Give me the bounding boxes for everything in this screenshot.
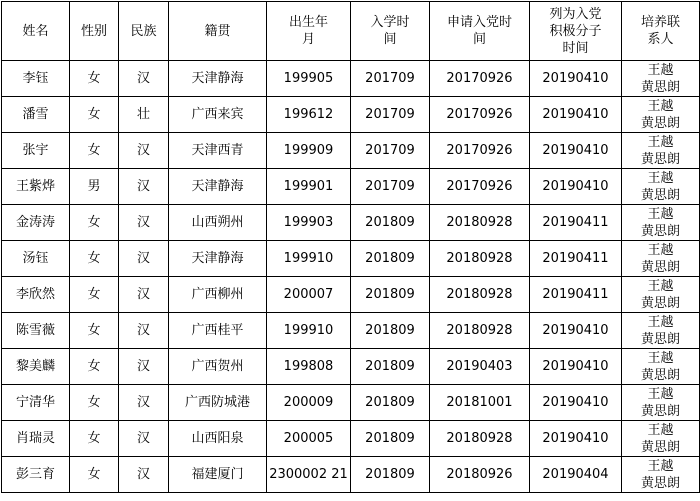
cell-contact: 王越 黄思朗 — [622, 61, 700, 97]
cell-origin: 广西来宾 — [169, 97, 267, 133]
cell-origin: 广西防城港 — [169, 385, 267, 421]
header-ethnicity: 民族 — [119, 2, 169, 61]
cell-contact: 王越 黄思朗 — [622, 169, 700, 205]
cell-birth: 199910 — [267, 313, 351, 349]
cell-gender: 女 — [70, 205, 119, 241]
header-enroll: 入学时 间 — [351, 2, 430, 61]
cell-apply: 20180928 — [430, 205, 530, 241]
cell-activist: 20190411 — [530, 277, 622, 313]
cell-name: 王紫烨 — [2, 169, 70, 205]
cell-enroll: 201709 — [351, 61, 430, 97]
cell-activist: 20190410 — [530, 169, 622, 205]
cell-gender: 女 — [70, 421, 119, 457]
cell-birth: 199612 — [267, 97, 351, 133]
cell-apply: 20190403 — [430, 349, 530, 385]
table-row — [2, 457, 700, 493]
table-row — [2, 349, 700, 385]
header-apply: 申请入党时 间 — [430, 2, 530, 61]
cell-enroll: 201809 — [351, 313, 430, 349]
cell-name: 彭三育 — [2, 457, 70, 493]
cell-birth: 199905 — [267, 61, 351, 97]
cell-birth: 2300002 21 — [267, 457, 351, 493]
cell-gender: 女 — [70, 313, 119, 349]
cell-origin: 广西贺州 — [169, 349, 267, 385]
table-row — [2, 241, 700, 277]
cell-name: 李欣然 — [2, 277, 70, 313]
cell-contact: 王越 黄思朗 — [622, 457, 700, 493]
cell-gender: 女 — [70, 349, 119, 385]
cell-origin: 天津西青 — [169, 133, 267, 169]
cell-contact: 王越 黄思朗 — [622, 277, 700, 313]
cell-activist: 20190411 — [530, 241, 622, 277]
cell-birth: 199910 — [267, 241, 351, 277]
cell-gender: 女 — [70, 97, 119, 133]
cell-name: 张宇 — [2, 133, 70, 169]
cell-apply: 20170926 — [430, 133, 530, 169]
cell-origin: 山西阳泉 — [169, 421, 267, 457]
cell-ethnicity: 汉 — [119, 421, 169, 457]
cell-name: 肖瑞灵 — [2, 421, 70, 457]
cell-birth: 199903 — [267, 205, 351, 241]
cell-ethnicity: 汉 — [119, 277, 169, 313]
cell-gender: 男 — [70, 169, 119, 205]
cell-ethnicity: 汉 — [119, 385, 169, 421]
cell-enroll: 201809 — [351, 205, 430, 241]
cell-ethnicity: 汉 — [119, 205, 169, 241]
cell-apply: 20180928 — [430, 313, 530, 349]
cell-origin: 广西桂平 — [169, 313, 267, 349]
cell-name: 汤钰 — [2, 241, 70, 277]
cell-activist: 20190410 — [530, 421, 622, 457]
header-gender: 性别 — [70, 2, 119, 61]
cell-origin: 天津静海 — [169, 169, 267, 205]
cell-apply: 20170926 — [430, 61, 530, 97]
cell-activist: 20190411 — [530, 205, 622, 241]
cell-enroll: 201809 — [351, 421, 430, 457]
cell-contact: 王越 黄思朗 — [622, 97, 700, 133]
cell-activist: 20190410 — [530, 349, 622, 385]
cell-activist: 20190404 — [530, 457, 622, 493]
cell-ethnicity: 壮 — [119, 97, 169, 133]
cell-birth: 199901 — [267, 169, 351, 205]
cell-contact: 王越 黄思朗 — [622, 241, 700, 277]
cell-contact: 王越 黄思朗 — [622, 205, 700, 241]
cell-name: 潘雪 — [2, 97, 70, 133]
table-body — [2, 61, 700, 493]
table-row — [2, 133, 700, 169]
cell-origin: 福建厦门 — [169, 457, 267, 493]
cell-gender: 女 — [70, 61, 119, 97]
cell-enroll: 201809 — [351, 457, 430, 493]
cell-contact: 王越 黄思朗 — [622, 385, 700, 421]
roster-table — [1, 1, 700, 493]
cell-ethnicity: 汉 — [119, 457, 169, 493]
header-origin: 籍贯 — [169, 2, 267, 61]
cell-ethnicity: 汉 — [119, 133, 169, 169]
table-row — [2, 97, 700, 133]
cell-origin: 天津静海 — [169, 61, 267, 97]
cell-contact: 王越 黄思朗 — [622, 133, 700, 169]
cell-activist: 20190410 — [530, 61, 622, 97]
cell-gender: 女 — [70, 385, 119, 421]
cell-contact: 王越 黄思朗 — [622, 421, 700, 457]
cell-origin: 广西柳州 — [169, 277, 267, 313]
cell-ethnicity: 汉 — [119, 349, 169, 385]
cell-enroll: 201709 — [351, 133, 430, 169]
cell-ethnicity: 汉 — [119, 241, 169, 277]
cell-birth: 200009 — [267, 385, 351, 421]
header-row — [2, 2, 700, 61]
cell-activist: 20190410 — [530, 97, 622, 133]
cell-name: 黎美麟 — [2, 349, 70, 385]
cell-apply: 20180928 — [430, 241, 530, 277]
cell-activist: 20190410 — [530, 313, 622, 349]
header-contact: 培养联 系人 — [622, 2, 700, 61]
table-row — [2, 313, 700, 349]
table-row — [2, 169, 700, 205]
cell-origin: 山西朔州 — [169, 205, 267, 241]
cell-ethnicity: 汉 — [119, 61, 169, 97]
cell-birth: 200005 — [267, 421, 351, 457]
cell-gender: 女 — [70, 241, 119, 277]
cell-birth: 199909 — [267, 133, 351, 169]
cell-gender: 女 — [70, 133, 119, 169]
cell-activist: 20190410 — [530, 133, 622, 169]
cell-activist: 20190410 — [530, 385, 622, 421]
cell-apply: 20180926 — [430, 457, 530, 493]
cell-enroll: 201809 — [351, 277, 430, 313]
cell-apply: 20170926 — [430, 169, 530, 205]
cell-enroll: 201809 — [351, 349, 430, 385]
cell-contact: 王越 黄思朗 — [622, 349, 700, 385]
cell-apply: 20181001 — [430, 385, 530, 421]
cell-gender: 女 — [70, 457, 119, 493]
cell-apply: 20180928 — [430, 421, 530, 457]
header-activist: 列为入党 积极分子 时间 — [530, 2, 622, 61]
cell-name: 陈雪薇 — [2, 313, 70, 349]
cell-birth: 200007 — [267, 277, 351, 313]
table-row — [2, 277, 700, 313]
cell-name: 李钰 — [2, 61, 70, 97]
cell-origin: 天津静海 — [169, 241, 267, 277]
table-row — [2, 205, 700, 241]
cell-ethnicity: 汉 — [119, 313, 169, 349]
header-name: 姓名 — [2, 2, 70, 61]
header-birth: 出生年 月 — [267, 2, 351, 61]
cell-contact: 王越 黄思朗 — [622, 313, 700, 349]
cell-birth: 199808 — [267, 349, 351, 385]
cell-gender: 女 — [70, 277, 119, 313]
table-row — [2, 385, 700, 421]
table-row — [2, 421, 700, 457]
table-row — [2, 61, 700, 97]
table-header — [2, 2, 700, 61]
cell-enroll: 201809 — [351, 385, 430, 421]
cell-ethnicity: 汉 — [119, 169, 169, 205]
cell-apply: 20170926 — [430, 97, 530, 133]
cell-name: 金涛涛 — [2, 205, 70, 241]
cell-enroll: 201809 — [351, 241, 430, 277]
cell-name: 宁清华 — [2, 385, 70, 421]
cell-enroll: 201709 — [351, 169, 430, 205]
cell-enroll: 201709 — [351, 97, 430, 133]
cell-apply: 20180928 — [430, 277, 530, 313]
